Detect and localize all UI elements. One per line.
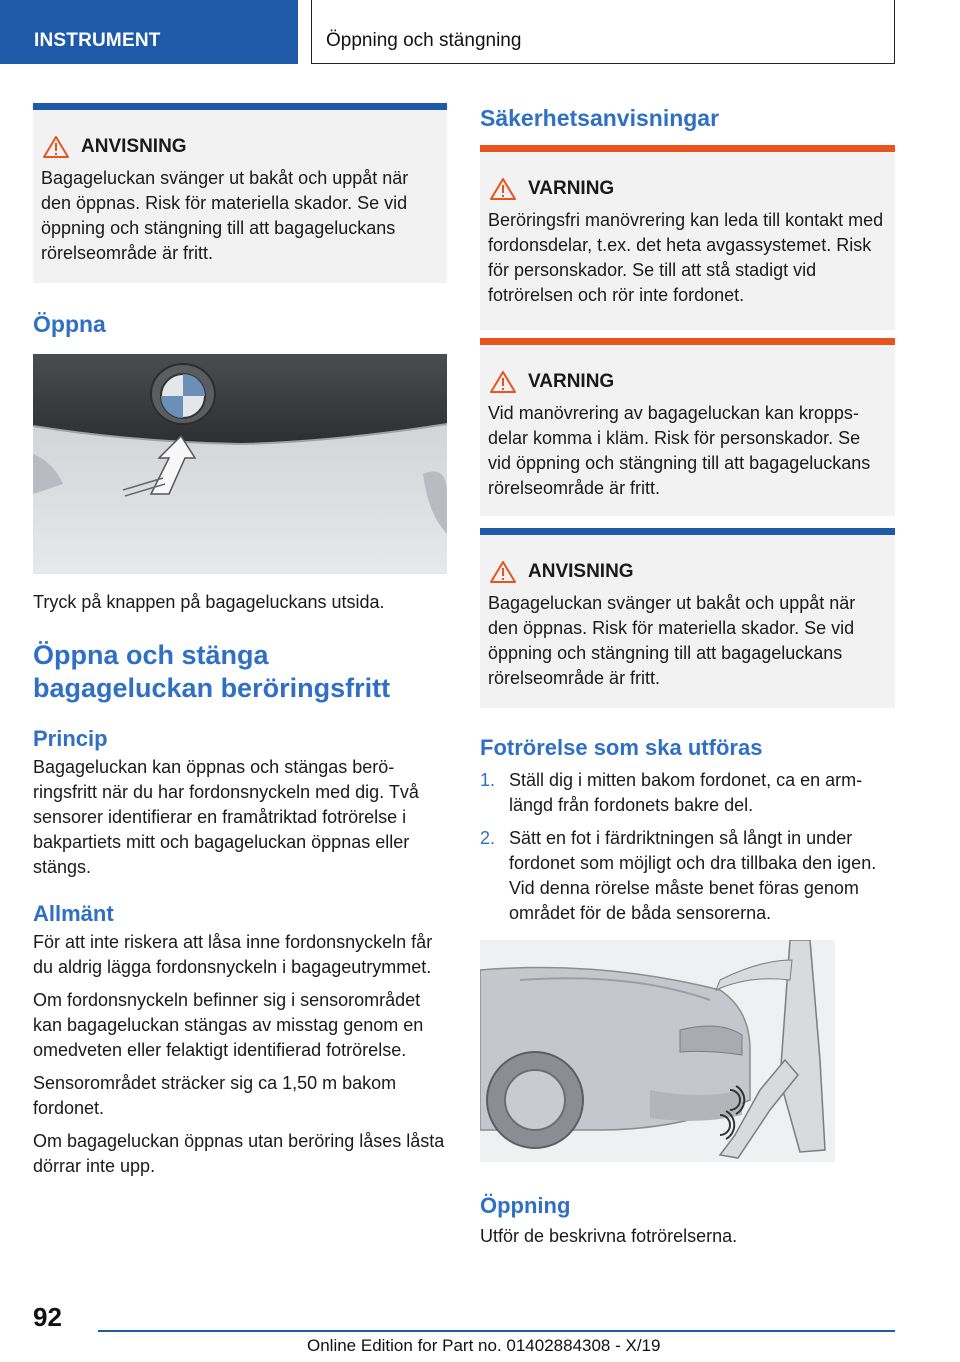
foot-gesture-illustration: [480, 940, 835, 1162]
right-column: [480, 103, 895, 1249]
chapter-title: Öppning och stängning: [326, 30, 522, 51]
warning-triangle-icon: [490, 371, 516, 393]
general-paragraph-2: Om fordonsnyckeln befinner sig i sensorområdet kan bagageluckan stängas av misstag genom en omedveten eller felaktigt identifierad fotrörelse.: [33, 990, 424, 1060]
warning-2-title: VARNING: [528, 371, 615, 392]
general-heading: Allmänt: [33, 901, 114, 926]
trunk-button-image: [33, 354, 447, 574]
opening-text: Utför de beskrivna fotrörelserna.: [480, 1226, 738, 1246]
warning-2-text: Vid manövrering av bagageluckan kan kroppsdelar komma i kläm. Risk för personskador. Se vid öppning och stängning till att bagageluckans rörelseområde är fritt.: [488, 403, 871, 498]
chapter-tab: [311, 0, 895, 64]
principle-text: Bagageluckan kan öppnas och stängas beröringsfritt när du har fordonsnyckeln med dig. Två sensorer identifierar en framåtriktad fotrörelse i bakpartiets mitt och bagageluckan öppnas eller stängs.: [33, 757, 419, 877]
foot-gesture-image: [480, 940, 835, 1162]
opening-heading: Öppning: [480, 1193, 571, 1218]
step-item: [480, 768, 895, 818]
section-tab: [0, 0, 298, 64]
principle-heading: Princip: [33, 726, 108, 751]
step-number: 1.: [480, 770, 496, 790]
general-paragraph-3: Sensorområdet sträcker sig ca 1,50 m bakom fordonet.: [33, 1073, 397, 1118]
warning-triangle-icon: [490, 178, 516, 200]
notice-text: Bagageluckan svänger ut bakåt och uppåt när den öppnas. Risk för materiella skador. Se vid öppning och stängning till att bagageluckans rörelseområde är fritt.: [41, 168, 409, 263]
warning-1-title: VARNING: [528, 178, 615, 199]
steps-list: [480, 768, 895, 926]
notice-box: [33, 103, 447, 283]
step-text: Ställ dig i mitten bakom fordonet, ca en armlängd från fordonets bakre del.: [509, 770, 863, 815]
open-caption: Tryck på knappen på bagageluckans utsida.: [33, 592, 385, 612]
left-column: [33, 103, 447, 1179]
foot-movement-heading: Fotrörelse som ska utföras: [480, 735, 763, 760]
warning-triangle-icon: [43, 136, 69, 158]
page-number: 92: [33, 1302, 62, 1332]
open-heading: Öppna: [33, 311, 106, 337]
edition-text: Online Edition for Part no. 01402884308 - X/19: [307, 1336, 661, 1355]
step-number: 2.: [480, 828, 496, 848]
general-paragraph-1: För att inte riskera att låsa inne fordonsnyckeln får du aldrig lägga fordonsnyckeln i bagageutrymmet.: [33, 932, 433, 977]
section-title: INSTRUMENT: [34, 30, 161, 51]
notice-title: ANVISNING: [81, 136, 187, 157]
notice-box-2: [480, 528, 895, 708]
warning-1-text: Beröringsfri manövrering kan leda till kontakt med fordonsdelar, t.ex. det heta avgassystemet. Risk för personskador. Se till att stå stadigt vid fotrörelsen och rör inte fordonet.: [488, 210, 884, 305]
step-item: [480, 826, 895, 926]
safety-heading: Säkerhetsanvisningar: [480, 105, 720, 131]
contactless-heading: Öppna och stänga bagageluckan beröringsfritt: [33, 640, 391, 703]
step-text: Sätt en fot i färdriktningen så långt in under fordonet som möjligt och dra tillbaka den igen. Vid denna rörelse måste benet föras genom området för de båda sensorerna.: [509, 828, 877, 923]
warning-box-2: [480, 338, 895, 516]
footer-divider: [98, 1330, 895, 1332]
warning-box-1: [480, 145, 895, 330]
general-paragraph-4: Om bagageluckan öppnas utan beröring låses låsta dörrar inte upp.: [33, 1131, 445, 1176]
notice-2-text: Bagageluckan svänger ut bakåt och uppåt när den öppnas. Risk för materiella skador. Se vid öppning och stängning till att bagageluckans rörelseområde är fritt.: [488, 593, 856, 688]
trunk-button-illustration: [33, 354, 447, 574]
notice-2-title: ANVISNING: [528, 561, 634, 582]
warning-triangle-icon: [490, 561, 516, 583]
